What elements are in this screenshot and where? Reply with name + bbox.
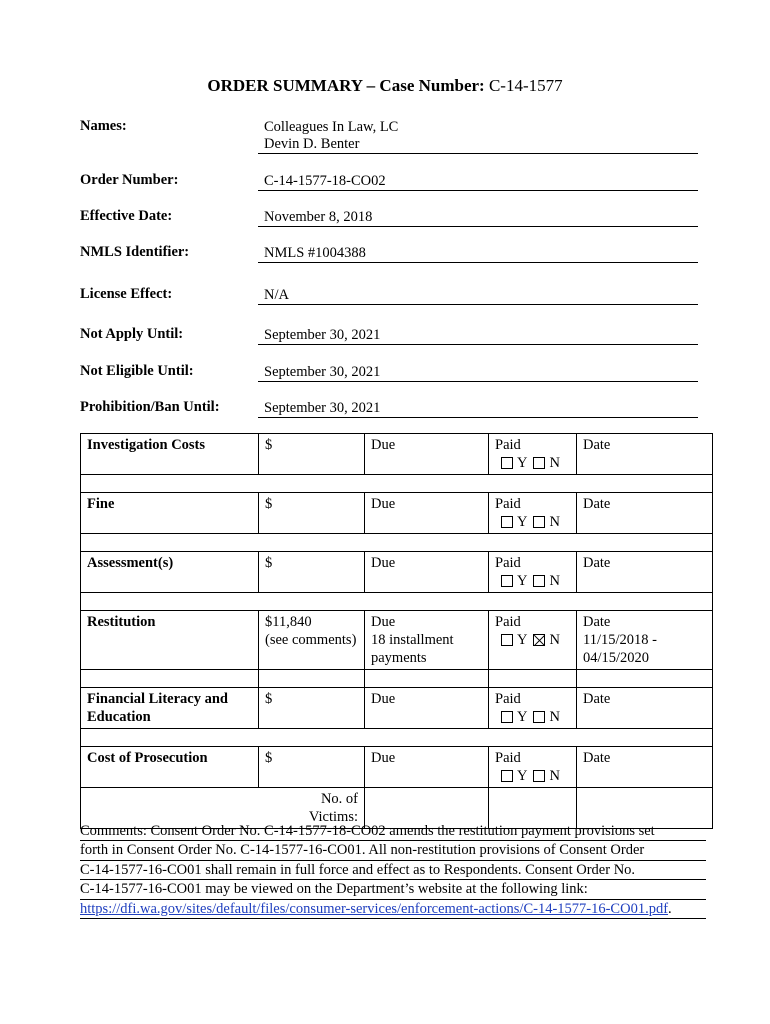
table-spacer-row — [81, 670, 713, 688]
table-row — [81, 747, 713, 788]
fees-table — [80, 433, 713, 829]
fee-paid: Paid Y N — [489, 747, 577, 788]
prohibition-label: Prohibition/Ban Until: — [80, 399, 220, 415]
fee-due: Due — [365, 493, 489, 534]
case-number: C-14-1577 — [488, 76, 563, 95]
names-line1: Colleagues In Law, LC — [264, 119, 399, 135]
title-prefix: ORDER SUMMARY – Case Number: — [207, 76, 485, 95]
comments-block — [80, 822, 706, 919]
table-spacer-row — [81, 729, 713, 747]
fee-name: Financial Literacy and Education — [81, 688, 259, 729]
effective-date-value: November 8, 2018 — [258, 208, 698, 227]
fee-name: Cost of Prosecution — [81, 747, 259, 788]
fee-amount: $ — [259, 688, 365, 729]
fee-due: Due 18 installment payments — [365, 611, 489, 670]
fee-paid: Paid Y N — [489, 688, 577, 729]
paid-no-checkbox[interactable] — [533, 457, 545, 469]
nmls-value: NMLS #1004388 — [258, 244, 698, 263]
not-apply-value: September 30, 2021 — [258, 326, 698, 345]
paid-yes-checkbox[interactable] — [501, 575, 513, 587]
effective-date-label: Effective Date: — [80, 208, 173, 224]
comment-line-1: Comments: Consent Order No. C-14-1577-18-CO02 amends the restitution payment provisions set — [80, 822, 706, 841]
fee-date: Date — [577, 552, 713, 593]
comment-line-5 — [80, 900, 706, 919]
paid-yes-checkbox[interactable] — [501, 634, 513, 646]
paid-no-checkbox[interactable] — [533, 634, 545, 646]
fee-name: Restitution — [81, 611, 259, 670]
table-row — [81, 493, 713, 534]
fee-date: Date — [577, 434, 713, 475]
fee-paid: Paid Y N — [489, 552, 577, 593]
fee-date: Date 11/15/2018 - 04/15/2020 — [577, 611, 713, 670]
victims-label: No. of Victims: — [81, 788, 365, 829]
paid-no-checkbox[interactable] — [533, 516, 545, 528]
paid-yes-checkbox[interactable] — [501, 711, 513, 723]
prohibition-value: September 30, 2021 — [258, 399, 698, 418]
fee-amount: $ — [259, 493, 365, 534]
fee-paid: Paid Y N — [489, 611, 577, 670]
fee-amount: $ — [259, 747, 365, 788]
fee-due: Due — [365, 552, 489, 593]
table-spacer-row — [81, 593, 713, 611]
fee-name: Investigation Costs — [81, 434, 259, 475]
table-row — [81, 434, 713, 475]
license-effect-label: License Effect: — [80, 286, 173, 302]
names-line2: Devin D. Benter — [258, 135, 698, 154]
paid-yes-checkbox[interactable] — [501, 457, 513, 469]
fee-date: Date — [577, 688, 713, 729]
fee-due: Due — [365, 434, 489, 475]
names-label: Names: — [80, 118, 127, 134]
nmls-label: NMLS Identifier: — [80, 244, 190, 260]
fee-name: Fine — [81, 493, 259, 534]
table-spacer-row — [81, 534, 713, 552]
fee-paid: Paid Y N — [489, 434, 577, 475]
not-apply-label: Not Apply Until: — [80, 326, 184, 342]
fee-name: Assessment(s) — [81, 552, 259, 593]
page-title — [0, 76, 770, 96]
fee-due: Due — [365, 688, 489, 729]
table-row — [81, 552, 713, 593]
order-number-value: C-14-1577-18-CO02 — [258, 172, 698, 191]
not-eligible-label: Not Eligible Until: — [80, 363, 194, 379]
table-row — [81, 688, 713, 729]
comment-line-3: C-14-1577-16-CO01 shall remain in full force and effect as to Respondents. Consent Order No. — [80, 861, 706, 880]
table-spacer-row — [81, 475, 713, 493]
fee-date: Date — [577, 493, 713, 534]
fee-amount: $ — [259, 434, 365, 475]
fee-amount: $11,840 (see comments) — [259, 611, 365, 670]
not-eligible-value: September 30, 2021 — [258, 363, 698, 382]
fee-paid: Paid Y N — [489, 493, 577, 534]
comment-line-2: forth in Consent Order No. C-14-1577-16-CO01. All non-restitution provisions of Consent Order — [80, 841, 706, 860]
fee-amount: $ — [259, 552, 365, 593]
license-effect-value: N/A — [258, 286, 698, 305]
paid-no-checkbox[interactable] — [533, 575, 545, 587]
link-suffix: . — [668, 900, 672, 917]
fee-date: Date — [577, 747, 713, 788]
paid-yes-checkbox[interactable] — [501, 516, 513, 528]
paid-no-checkbox[interactable] — [533, 711, 545, 723]
paid-yes-checkbox[interactable] — [501, 770, 513, 782]
order-link[interactable]: https://dfi.wa.gov/sites/default/files/consumer-services/enforcement-actions/C-14-1577-16-CO01.pdf — [80, 900, 669, 917]
order-number-label: Order Number: — [80, 172, 179, 188]
paid-no-checkbox[interactable] — [533, 770, 545, 782]
table-row — [81, 611, 713, 670]
fee-due: Due — [365, 747, 489, 788]
comment-line-4: C-14-1577-16-CO01 may be viewed on the Department’s website at the following link: — [80, 880, 706, 899]
